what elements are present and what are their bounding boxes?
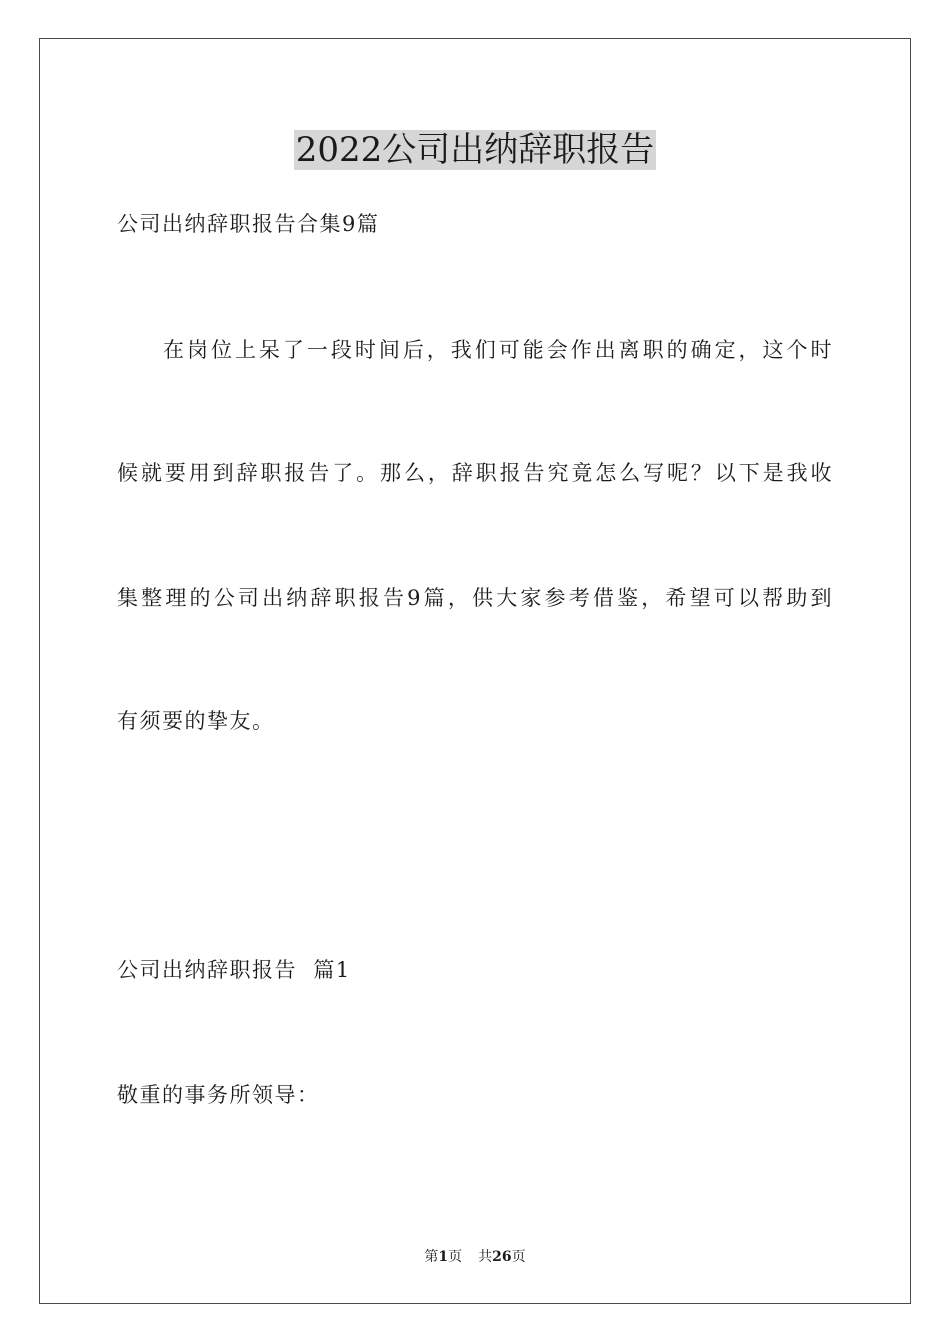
footer-total-suffix: 页 [511, 1249, 526, 1265]
intro-line: 在岗位上呆了一段时间后，我们可能会作出离职的确定，这个时 [163, 338, 833, 362]
document-subtitle: 公司出纳辞职报告合集9篇 [117, 212, 380, 236]
document-title [0, 128, 950, 172]
footer-page-number: 1 [438, 1249, 449, 1265]
footer-total-pages: 26 [492, 1249, 512, 1265]
page-footer [0, 1247, 950, 1267]
intro-line: 集整理的公司出纳辞职报告9篇，供大家参考借鉴，希望可以帮助到 [117, 586, 833, 610]
section-heading: 公司出纳辞职报告 篇1 [117, 958, 351, 982]
salutation: 敬重的事务所领导： [117, 1083, 320, 1107]
document-title-text: 2022公司出纳辞职报告 [295, 130, 655, 170]
footer-total-prefix: 共 [478, 1249, 493, 1265]
intro-line: 候就要用到辞职报告了。那么，辞职报告究竟怎么写呢？以下是我收 [117, 461, 833, 485]
intro-line: 有须要的挚友。 [117, 709, 275, 733]
footer-page-prefix: 第 [424, 1249, 439, 1265]
footer-page-suffix: 页 [448, 1249, 463, 1265]
